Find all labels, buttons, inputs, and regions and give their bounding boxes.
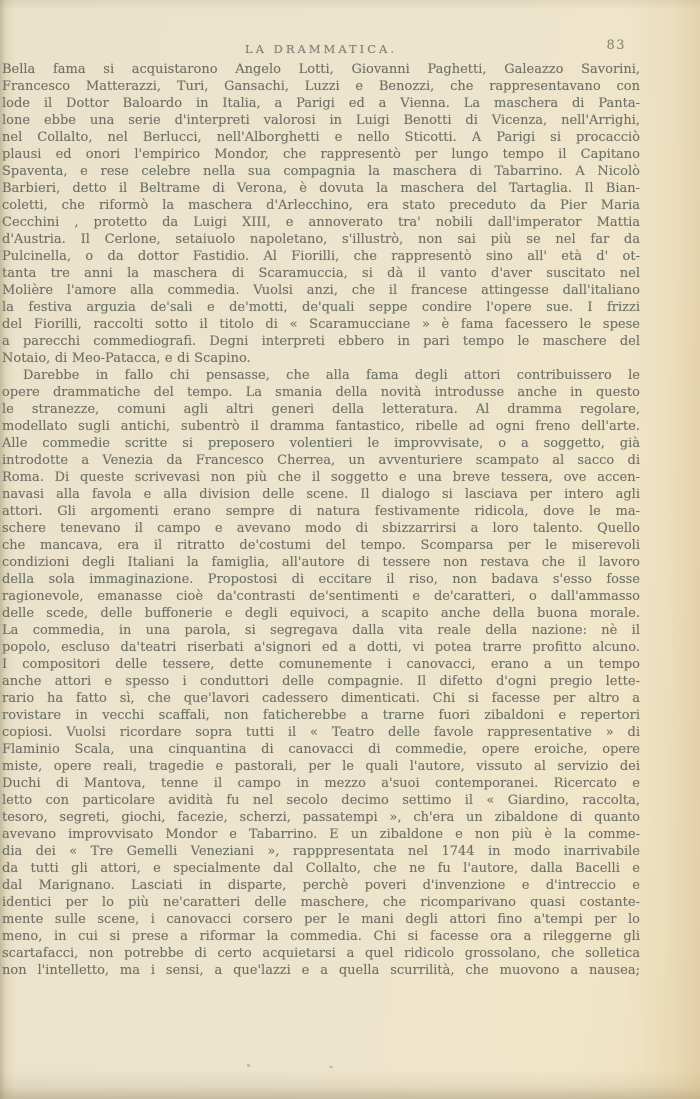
text-line: rario ha fatto sì, che que'lavori cadessero dimenticati. Chi si facesse per altro a: [2, 691, 640, 706]
text-line: letto con particolare avidità fu nel secolo decimo settimo il « Giardino, raccolta,: [2, 793, 640, 808]
text-line: scartafacci, non potrebbe di certo acquietarsi a quel ridicolo grossolano, che solletica: [2, 946, 640, 961]
text-line: copiosi. Vuolsi ricordare sopra tutti il « Teatro delle favole rappresentative » di: [2, 725, 640, 740]
text-line: non l'intelletto, ma i sensi, a que'lazzi e a quella scurrilità, che muovono a nausea;: [2, 963, 640, 978]
text-line: navasi alla favola e alla division delle scene. Il dialogo si lasciava per intero agli: [2, 487, 640, 502]
text-line: lone ebbe una serie d'interpreti valorosi in Luigi Benotti di Vicenza, nell'Arrighi,: [2, 113, 640, 128]
text-line: miste, opere reali, tragedie e pastorali, per le quali l'autore, vissuto al servizio dei: [2, 759, 640, 774]
text-line: dia dei « Tre Gemelli Veneziani », rapppresentata nel 1744 in modo inarrivabile: [2, 844, 640, 859]
text-line: della sola immaginazione. Propostosi di eccitare il riso, non badava s'esso fosse: [2, 572, 640, 587]
text-line: avevano improvvisato Mondor e Tabarrino. E un zibaldone e non più è la comme-: [2, 827, 640, 842]
paper-speck: [329, 1066, 333, 1068]
text-line: La commedia, in una parola, si segregava dalla vita reale della nazione: nè il: [2, 623, 640, 638]
text-line: Cecchini , protetto da Luigi XIII, e annoverato tra' nobili dall'imperator Mattia: [2, 215, 640, 230]
text-line: da tutti gli attori, e specialmente dal Collalto, che ne fu l'autore, dalla Bacelli e: [2, 861, 640, 876]
text-line: Alle commedie scritte si preposero volentieri le improvvisate, o a soggetto, già: [2, 436, 640, 451]
text-line: la festiva arguzia de'sali e de'motti, de'quali seppe condire l'opere sue. I frizzi: [2, 300, 640, 315]
text-line: Pulcinella, o da dottor Fastidio. Al Fiorilli, che rappresentò sino all' età d' ot-: [2, 249, 640, 264]
text-line: mente sulle scene, i canovacci corsero per le mani degli attori fino a'tempi per lo: [2, 912, 640, 927]
text-line: tanta tre anni la maschera di Scaramuccia, si dà il vanto d'aver suscitato nel: [2, 266, 640, 281]
text-line: dal Marignano. Lasciati in disparte, perchè poveri d'invenzione e d'intreccio e: [2, 878, 640, 893]
text-line: tesoro, segreti, giochi, facezie, scherzi, passatempi », ch'era un zibaldone di quanto: [2, 810, 640, 825]
text-line: lode il Dottor Baloardo in Italia, a Parigi ed a Vienna. La maschera di Panta-: [2, 96, 640, 111]
text-line: I compositori delle tessere, dette comunemente i canovacci, erano a un tempo: [2, 657, 640, 672]
text-line: Flaminio Scala, una cinquantina di canovacci di commedie, opere eroiche, opere: [2, 742, 640, 757]
text-line: Barbieri, detto il Beltrame di Verona, è dovuta la maschera del Tartaglia. Il Bian-: [2, 181, 640, 196]
text-line: anche attori e spesso i conduttori delle compagnie. Il difetto d'ogni pregio lette-: [2, 674, 640, 689]
text-line: plausi ed onori l'empirico Mondor, che rappresentò per lungo tempo il Capitano: [2, 147, 640, 162]
text-line: identici per lo più ne'caratteri delle maschere, che ricomparivano quasi costante-: [2, 895, 640, 910]
text-line: delle scede, delle buffonerie e degli equivoci, a scapito anche della buona morale.: [2, 606, 640, 621]
text-line: attori. Gli argomenti erano sempre di natura festivamente ridicola, dove le ma-: [2, 504, 640, 519]
text-line: coletti, che riformò la maschera d'Arlecchino, era stato preceduto da Pier Maria: [2, 198, 640, 213]
text-line: Duchi di Mantova, tenne il campo in mezzo a'suoi contemporanei. Ricercato e: [2, 776, 640, 791]
text-line: ragionevole, emanasse cioè da'contrasti de'sentimenti e de'caratteri, o dall'ammasso: [2, 589, 640, 604]
text-line: Roma. Di queste scrivevasi non più che il soggetto e una breve tessera, ove accen-: [2, 470, 640, 485]
text-line: schere tenevano il campo e avevano modo di sbizzarrirsi a loro talento. Quello: [2, 521, 640, 536]
paper-speck: [247, 1064, 250, 1067]
text-line: le stranezze, comuni agli altri generi della letteratura. Al dramma regolare,: [2, 402, 640, 417]
text-line: introdotte a Venezia da Francesco Cherrea, un avventuriere scampato al sacco di: [2, 453, 640, 468]
body-text: [2, 61, 640, 979]
text-line: Bella fama si acquistarono Angelo Lotti, Giovanni Paghetti, Galeazzo Savorini,: [2, 62, 640, 77]
page-number: 83: [606, 38, 626, 53]
text-line: d'Austria. Il Cerlone, setaiuolo napoletano, s'illustrò, non sai più se nel far da: [2, 232, 640, 247]
text-line: condizioni degli Italiani la famiglia, all'autore di tessere non restava che il lavoro: [2, 555, 640, 570]
text-line: nel Collalto, nel Berlucci, nell'Alborghetti e nello Sticotti. A Parigi si procacciò: [2, 130, 640, 145]
text-line: a parecchi commediografi. Degni interpreti ebbero in pari tempo le maschere del: [2, 334, 640, 349]
text-line: Notaio, di Meo-Patacca, e di Scapino.: [2, 351, 251, 366]
text-line: Spaventa, e rese celebre nella sua compagnia la maschera di Tabarrino. A Nicolò: [2, 164, 640, 179]
text-line: rovistare in vecchi scaffali, non faticherebbe a trarne fuori zibaldoni e repertori: [2, 708, 640, 723]
text-line: Francesco Matterazzi, Turi, Gansachi, Luzzi e Benozzi, che rappresentavano con: [2, 79, 640, 94]
text-line: del Fiorilli, raccolti sotto il titolo di « Scaramucciane » è fama facessero le spese: [2, 317, 640, 332]
text-line: che mancava, era il ritratto de'costumi del tempo. Scomparsa per le miserevoli: [2, 538, 640, 553]
text-line: modellato sugli antichi, subentrò il dramma fantastico, ribelle ad ogni freno dell'arte.: [2, 419, 640, 434]
text-line: Molière l'amore alla commedia. Vuolsi anzi, che il francese attingesse dall'italiano: [2, 283, 640, 298]
text-line: Darebbe in fallo chi pensasse, che alla fama degli attori contribuissero le: [23, 368, 640, 383]
text-line: meno, in cui si prese a riformar la commedia. Chi si facesse ora a rileggerne gli: [2, 929, 640, 944]
running-title: LA DRAMMATICA.: [245, 42, 397, 56]
text-line: popolo, escluso da'teatri riserbati a'signori ed a dotti, vi potea trarre profitto alcuno.: [2, 640, 640, 655]
page-header: [2, 38, 640, 57]
text-line: opere drammatiche del tempo. La smania della novità introdusse anche in questo: [2, 385, 640, 400]
